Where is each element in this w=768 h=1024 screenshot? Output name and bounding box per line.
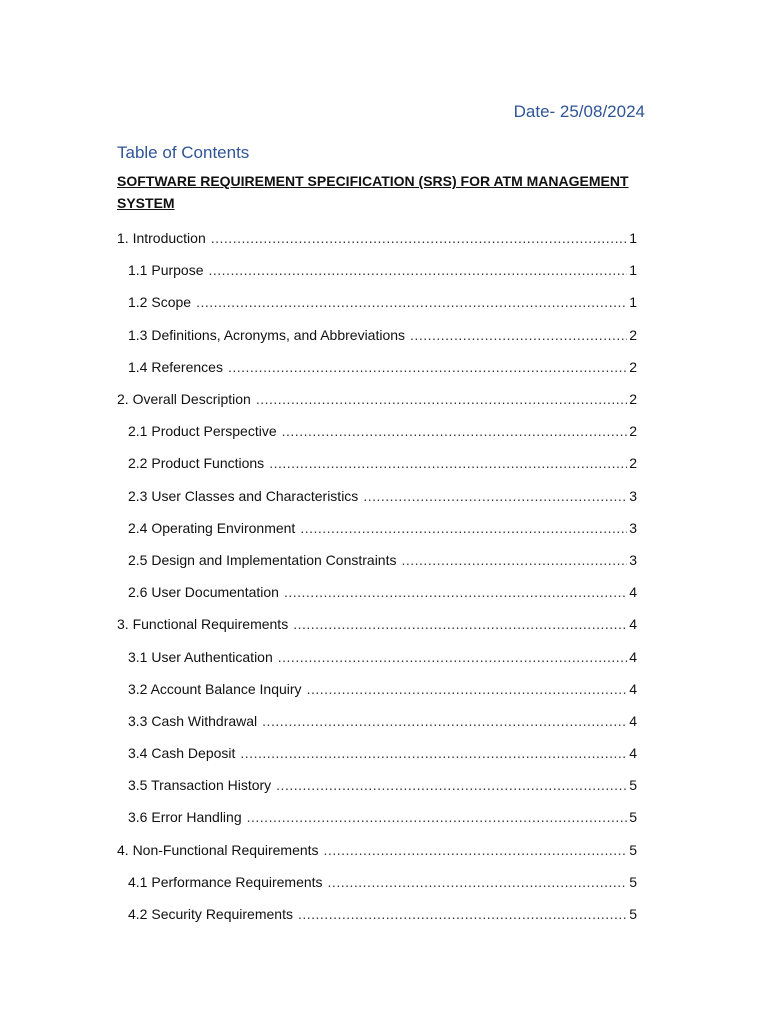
toc-dot-leader bbox=[300, 520, 627, 536]
document-date: Date- 25/08/2024 bbox=[513, 102, 645, 121]
toc-entry[interactable] bbox=[117, 222, 637, 254]
toc-entry[interactable] bbox=[117, 544, 637, 576]
toc-entry-label: 3.1 User Authentication bbox=[128, 648, 273, 665]
toc-entry[interactable] bbox=[117, 576, 637, 608]
toc-entry-page-number: 2 bbox=[629, 423, 637, 440]
toc-entry-page-number: 4 bbox=[629, 584, 637, 601]
toc-entry[interactable] bbox=[117, 640, 637, 672]
toc-entry-label: 2.6 User Documentation bbox=[128, 584, 279, 601]
toc-entry[interactable] bbox=[117, 737, 637, 769]
toc-entry-label: 1.4 References bbox=[128, 358, 223, 375]
toc-dot-leader bbox=[262, 713, 627, 729]
document-title: SOFTWARE REQUIREMENT SPECIFICATION (SRS) FOR ATM MANAGEMENT SYSTEM bbox=[117, 173, 629, 211]
toc-entry[interactable] bbox=[117, 383, 637, 415]
toc-dot-leader bbox=[276, 777, 627, 793]
toc-dot-leader bbox=[284, 584, 627, 600]
toc-entry[interactable] bbox=[117, 512, 637, 544]
toc-entry-page-number: 5 bbox=[629, 777, 637, 794]
toc-entry-page-number: 3 bbox=[629, 551, 637, 568]
toc-entry-label: 1. Introduction bbox=[117, 230, 206, 247]
toc-entry-page-number: 2 bbox=[629, 358, 637, 375]
toc-dot-leader bbox=[410, 327, 627, 343]
toc-entry-page-number: 5 bbox=[629, 841, 637, 858]
toc-dot-leader bbox=[196, 294, 627, 310]
toc-entry-label: 2.2 Product Functions bbox=[128, 455, 265, 472]
toc-entry[interactable] bbox=[117, 834, 637, 866]
toc-dot-leader bbox=[256, 391, 627, 407]
toc-entry-label: 3.2 Account Balance Inquiry bbox=[128, 680, 302, 697]
toc-entry-page-number: 4 bbox=[629, 648, 637, 665]
toc-dot-leader bbox=[247, 809, 628, 825]
toc-entry[interactable] bbox=[117, 480, 637, 512]
toc-entry-label: 3. Functional Requirements bbox=[117, 616, 289, 633]
toc-entry-page-number: 4 bbox=[629, 745, 637, 762]
toc-entry-page-number: 2 bbox=[629, 326, 637, 343]
toc-entry-page-number: 3 bbox=[629, 487, 637, 504]
toc-dot-leader bbox=[307, 681, 628, 697]
toc-dot-leader bbox=[240, 745, 627, 761]
toc-entry[interactable] bbox=[117, 705, 637, 737]
toc-entry-label: 3.6 Error Handling bbox=[128, 809, 242, 826]
toc-dot-leader bbox=[269, 455, 627, 471]
toc-entry[interactable] bbox=[117, 866, 637, 898]
toc-entry-page-number: 1 bbox=[629, 262, 637, 279]
toc-entry-label: 1.3 Definitions, Acronyms, and Abbreviations bbox=[128, 326, 406, 343]
toc-entry-label: 2.3 User Classes and Characteristics bbox=[128, 487, 359, 504]
toc-dot-leader bbox=[228, 359, 627, 375]
toc-entry-label: 4.2 Security Requirements bbox=[128, 906, 293, 923]
toc-entry-label: 3.5 Transaction History bbox=[128, 777, 272, 794]
toc-dot-leader bbox=[401, 552, 627, 568]
toc-entry[interactable] bbox=[117, 608, 637, 640]
toc-entry-label: 2. Overall Description bbox=[117, 391, 251, 408]
toc-entry[interactable] bbox=[117, 447, 637, 479]
toc-dot-leader bbox=[298, 906, 627, 922]
toc-entry-page-number: 1 bbox=[629, 230, 637, 247]
toc-entry-label: 3.4 Cash Deposit bbox=[128, 745, 236, 762]
toc-entry[interactable] bbox=[117, 673, 637, 705]
toc-entry-page-number: 4 bbox=[629, 712, 637, 729]
toc-dot-leader bbox=[278, 649, 627, 665]
toc-entry-label: 2.1 Product Perspective bbox=[128, 423, 277, 440]
toc-entry-page-number: 2 bbox=[629, 391, 637, 408]
toc-dot-leader bbox=[211, 230, 627, 246]
toc-dot-leader bbox=[363, 488, 627, 504]
toc-entry-label: 4.1 Performance Requirements bbox=[128, 873, 323, 890]
toc-dot-leader bbox=[282, 423, 628, 439]
toc-dot-leader bbox=[209, 262, 628, 278]
toc-entry-page-number: 5 bbox=[629, 809, 637, 826]
toc-entry[interactable] bbox=[117, 898, 637, 930]
toc-entry-label: 1.2 Scope bbox=[128, 294, 192, 311]
toc-dot-leader bbox=[328, 874, 628, 890]
toc-entry-label: 1.1 Purpose bbox=[128, 262, 204, 279]
toc-entry-page-number: 4 bbox=[629, 616, 637, 633]
toc-entry-label: 3.3 Cash Withdrawal bbox=[128, 712, 258, 729]
toc-entry[interactable] bbox=[117, 769, 637, 801]
toc-entry-page-number: 3 bbox=[629, 519, 637, 536]
toc-dot-leader bbox=[293, 616, 627, 632]
toc-entry-page-number: 4 bbox=[629, 680, 637, 697]
toc-entry-label: 2.5 Design and Implementation Constraints bbox=[128, 551, 397, 568]
toc-entry[interactable] bbox=[117, 351, 637, 383]
toc-entry-label: 2.4 Operating Environment bbox=[128, 519, 296, 536]
toc-entry-page-number: 5 bbox=[629, 873, 637, 890]
toc-dot-leader bbox=[324, 842, 628, 858]
table-of-contents bbox=[117, 222, 637, 930]
toc-entry-page-number: 1 bbox=[629, 294, 637, 311]
toc-entry-label: 4. Non-Functional Requirements bbox=[117, 841, 319, 858]
toc-heading: Table of Contents bbox=[117, 143, 250, 162]
toc-entry[interactable] bbox=[117, 415, 637, 447]
toc-entry-page-number: 2 bbox=[629, 455, 637, 472]
toc-entry[interactable] bbox=[117, 286, 637, 318]
toc-entry-page-number: 5 bbox=[629, 906, 637, 923]
toc-entry[interactable] bbox=[117, 319, 637, 351]
toc-entry[interactable] bbox=[117, 801, 637, 833]
toc-entry[interactable] bbox=[117, 254, 637, 286]
